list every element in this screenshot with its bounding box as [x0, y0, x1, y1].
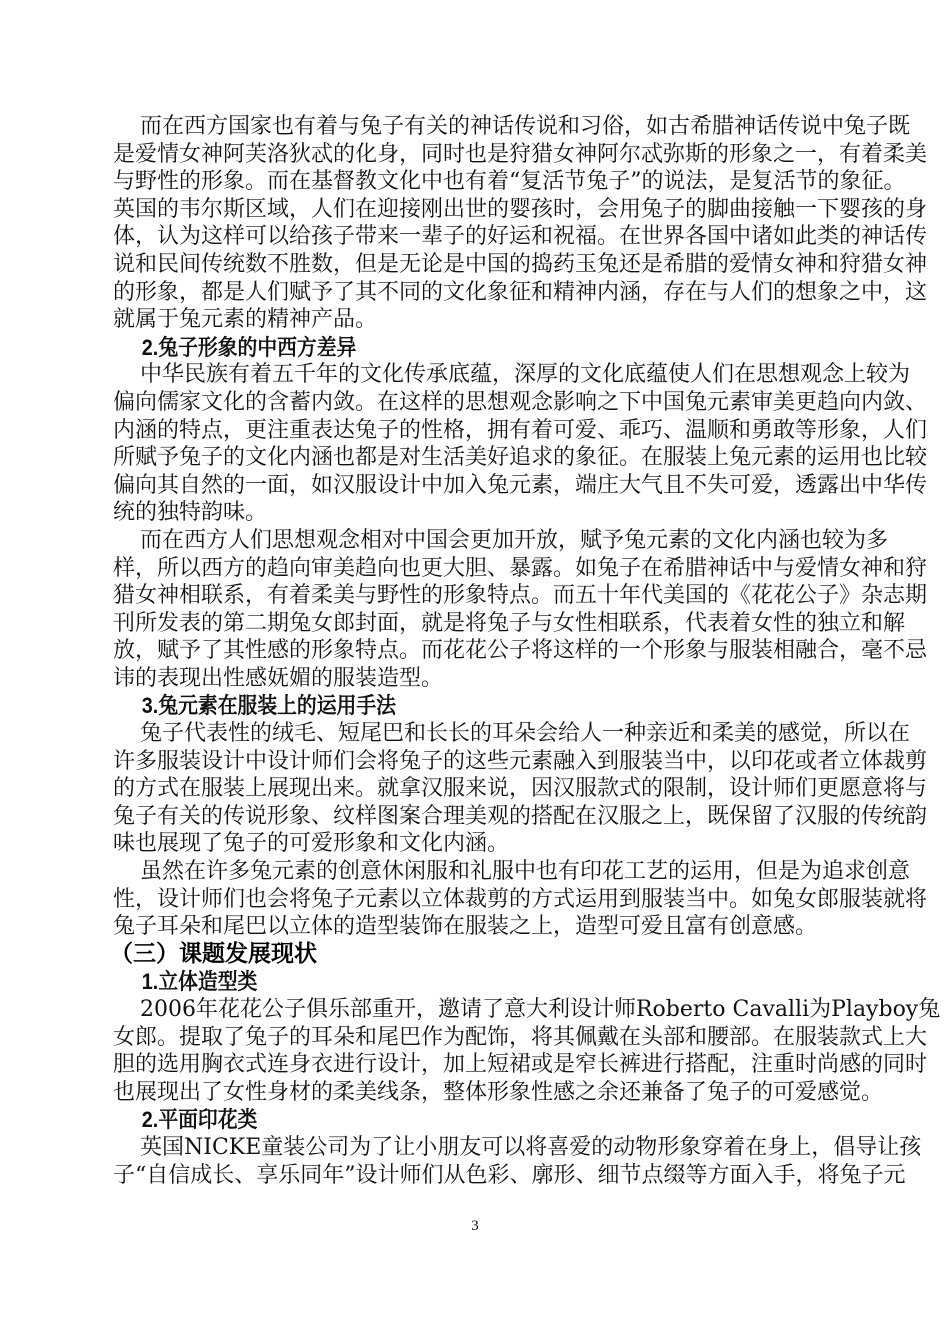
paragraph-western-aesthetics — [113, 527, 928, 693]
text-line: 2006年花花公子俱乐部重开，邀请了意大利设计师Roberto Cavalli为Playboy兔 — [140, 997, 941, 1022]
text-line: 胆的选用胸衣式连身衣进行设计，加上短裙或是窄长裤进行搭配，注重时尚感的同时 — [113, 1052, 928, 1078]
text-line: 英国的韦尔斯区域，人们在迎接刚出世的婴孩时，会用兔子的脚曲接触一下婴孩的身 — [113, 196, 928, 222]
text-line: 放，赋予了其性感的形象特点。而花花公子将这样的一个形象与服装相融合，毫不忌 — [113, 638, 928, 664]
text-line: 性，设计师们也会将兔子元素以立体裁剪的方式运用到服装当中。如兔女郎服装就将 — [113, 886, 928, 912]
text-line: 的方式在服装上展现出来。就拿汉服来说，因汉服款式的限制，设计师们更愿意将与 — [113, 776, 928, 802]
text-line: 子“自信成长、享乐同年”设计师们从色彩、廓形、细节点缀等方面入手，将兔子元 — [113, 1162, 906, 1188]
paragraph-chinese-aesthetics — [113, 361, 928, 527]
text-line: 而在西方国家也有着与兔子有关的神话传说和习俗，如古希腊神话传说中兔子既 — [140, 114, 911, 139]
text-line: 兔子代表性的绒毛、短尾巴和长长的耳朵会给人一种亲近和柔美的感觉，所以在 — [140, 721, 911, 747]
text-line: 就属于兔元素的精神产品。 — [113, 307, 378, 333]
text-line: 兔子有关的传说形象、纹样图案合理美观的搭配在汉服之上，既保留了汉服的传统韵 — [113, 803, 928, 829]
paragraph-western-rabbit-myths — [113, 113, 928, 334]
subheading-3d-modeling: 1.立体造型类 — [141, 969, 258, 995]
text-line: 中华民族有着五千年的文化传承底蕴，深厚的文化底蕴使人们在思想观念上较为 — [140, 362, 911, 388]
paragraph-3d-cutting — [113, 858, 928, 941]
paragraph-playboy-club — [113, 996, 941, 1106]
text-line: 英国NICKE童装公司为了让小朋友可以将喜爱的动物形象穿着在身上，倡导让孩 — [140, 1134, 922, 1160]
document-body — [110, 113, 941, 1189]
paragraph-nicke — [113, 1134, 922, 1189]
page-number: 3 — [471, 1218, 479, 1234]
text-line: 也展现出了女性身材的柔美线条，整体形象性感之余还兼备了兔子的可爱感觉。 — [113, 1079, 884, 1105]
text-line: 的形象，都是人们赋予了其不同的文化象征和精神内涵，存在与人们的想象之中，这 — [113, 279, 928, 305]
text-line: 体，认为这样可以给孩子带来一辈子的好运和祝福。在世界各国中诸如此类的神话传 — [113, 224, 928, 250]
text-line: 女郎。提取了兔子的耳朵和尾巴作为配饰，将其佩戴在头部和腰部。在服装款式上大 — [113, 1024, 928, 1050]
section-heading-development-status: （三）课题发展现状 — [110, 940, 317, 967]
text-line: 刊所发表的第二期兔女郎封面，就是将兔子与女性相联系，代表着女性的独立和解 — [113, 610, 906, 636]
subheading-application-techniques: 3.兔元素在服装上的运用手法 — [141, 693, 396, 719]
text-line: 而在西方人们思想观念相对中国会更加开放，赋予兔元素的文化内涵也较为多 — [140, 527, 889, 553]
text-line: 与野性的形象。而在基督教文化中也有着“复活节兔子”的说法，是复活节的象征。 — [113, 169, 906, 195]
text-line: 样，所以西方的趋向审美趋向也更大胆、暴露。如兔子在希腊神话中与爱情女神和狩 — [113, 555, 928, 581]
text-line: 所赋予兔子的文化内涵也都是对生活美好追求的象征。在服装上兔元素的运用也比较 — [113, 445, 928, 471]
text-line: 偏向其自然的一面，如汉服设计中加入兔元素，端庄大气且不失可爱，透露出中华传 — [113, 472, 928, 498]
subheading-east-west-differences: 2.兔子形象的中西方差异 — [141, 334, 357, 360]
subheading-flat-printing: 2.平面印花类 — [141, 1107, 258, 1133]
text-line: 兔子耳朵和尾巴以立体的造型装饰在服装之上，造型可爱且富有创意感。 — [113, 914, 818, 940]
text-line: 虽然在许多兔元素的创意休闲服和礼服中也有印花工艺的运用，但是为追求创意 — [140, 859, 911, 885]
text-line: 统的独特韵味。 — [113, 500, 268, 526]
text-line: 说和民间传统数不胜数，但是无论是中国的捣药玉兔还是希腊的爱情女神和狩猎女神 — [113, 251, 928, 277]
paragraph-rabbit-features — [113, 720, 928, 858]
text-line: 偏向儒家文化的含蓄内敛。在这样的思想观念影响之下中国兔元素审美更趋向内敛、 — [113, 389, 928, 415]
text-line: 许多服装设计中设计师们会将兔子的这些元素融入到服装当中，以印花或者立体裁剪 — [113, 748, 928, 774]
text-line: 是爱情女神阿芙洛狄忒的化身，同时也是狩猎女神阿尔忒弥斯的形象之一，有着柔美 — [113, 141, 928, 167]
text-line: 内涵的特点，更注重表达兔子的性格，拥有着可爱、乖巧、温顺和勇敢等形象，人们 — [113, 417, 928, 443]
text-line: 味也展现了兔子的可爱形象和文化内涵。 — [113, 831, 510, 857]
text-line: 猎女神相联系，有着柔美与野性的形象特点。而五十年代美国的《花花公子》杂志期 — [113, 583, 928, 609]
text-line: 讳的表现出性感妩媚的服装造型。 — [113, 665, 444, 691]
